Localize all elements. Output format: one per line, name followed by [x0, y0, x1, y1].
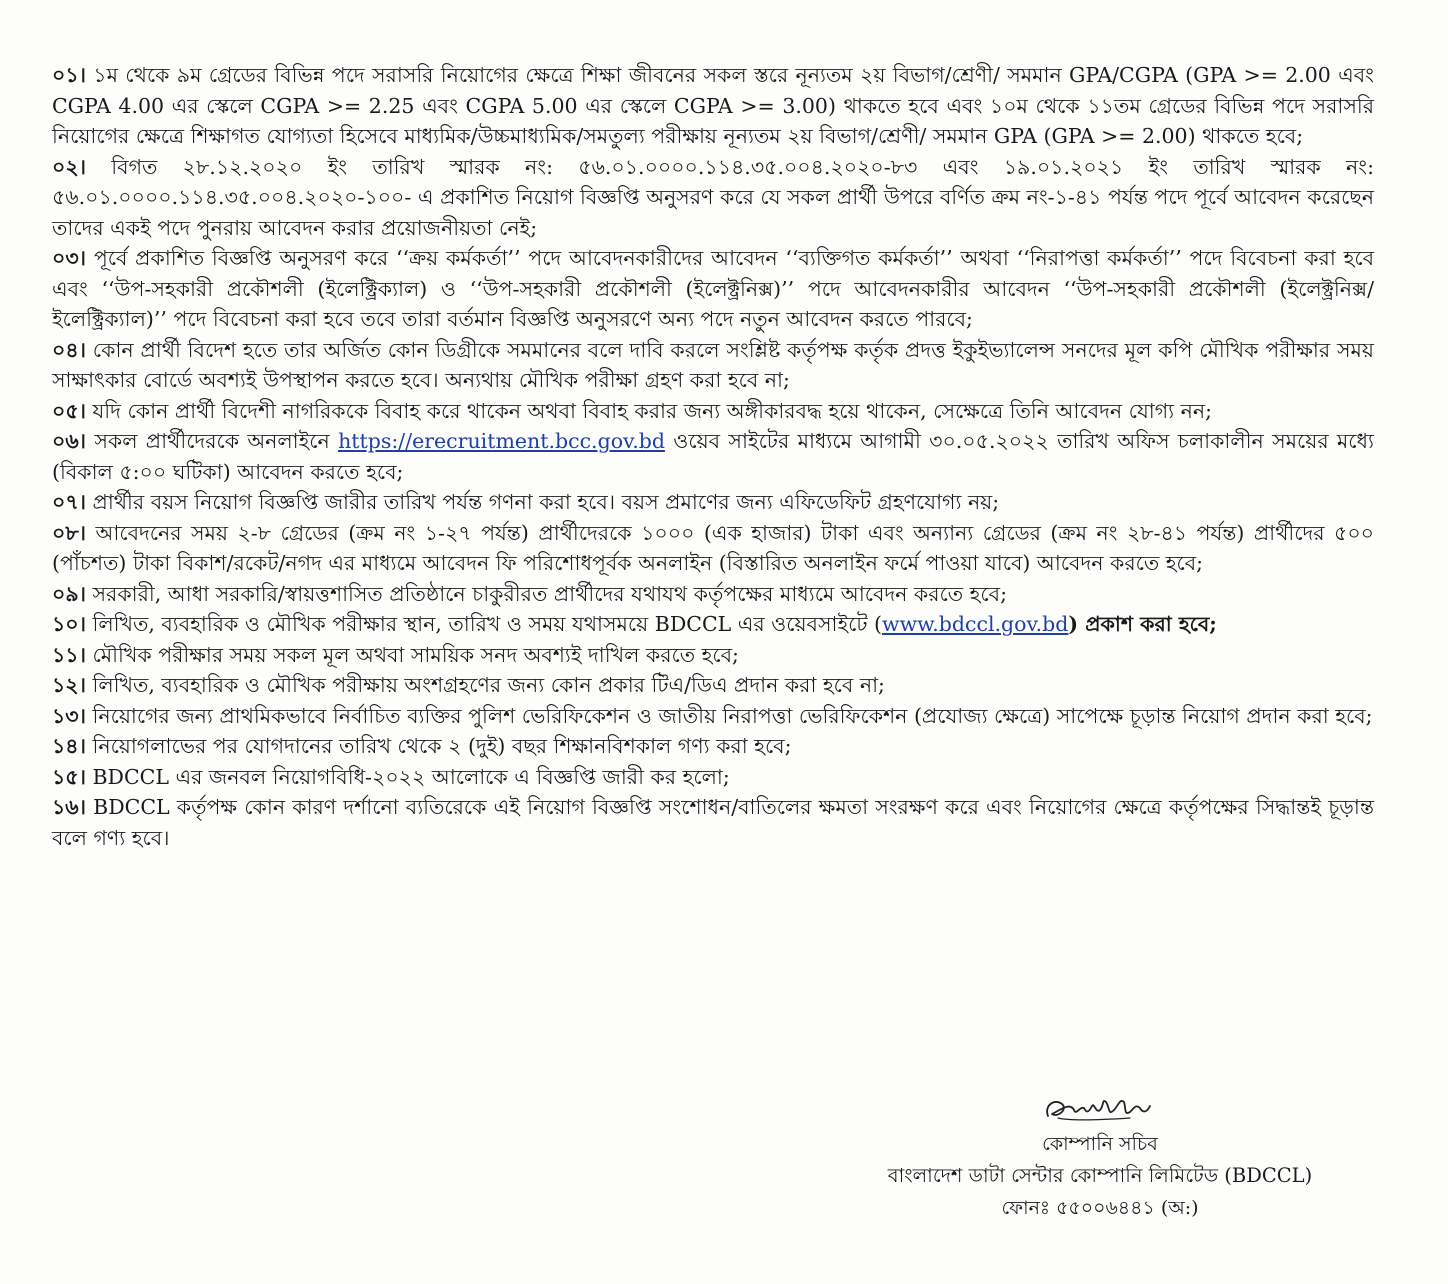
condition-number: ১৬।: [52, 795, 86, 819]
company-name: বাংলাদেশ ডাটা সেন্টার কোম্পানি লিমিটেড (BDCCL): [887, 1164, 1313, 1187]
condition-text: নিয়োগলাভের পর যোগদানের তারিখ থেকে ২ (দুই) বছর শিক্ষানবিশকাল গণ্য করা হবে;: [92, 734, 792, 758]
handwritten-signature: [1040, 1088, 1160, 1128]
condition-number: ১৪।: [52, 734, 86, 758]
condition-08: [52, 518, 1374, 579]
condition-number: ০৫।: [52, 398, 86, 423]
condition-text: BDCCL এর জনবল নিয়োগবিধি-২০২২ আলোকে এ বিজ্ঞপ্তি জারী কর হলো;: [92, 764, 730, 789]
condition-number: ১১।: [52, 642, 86, 667]
condition-text: যদি কোন প্রার্থী বিদেশী নাগরিককে বিবাহ করে থাকেন অথবা বিবাহ করার জন্য অঙ্গীকারবদ্ধ হয়ে থাকেন, সেক্ষেত্রে তিনি আবেদন যোগ্য নন;: [92, 398, 1212, 423]
condition-15: [52, 762, 1374, 793]
notice-conditions-list: [52, 60, 1374, 853]
signature-block: [850, 1088, 1350, 1224]
bdccl-website-link[interactable]: www.bdccl.gov.bd: [882, 612, 1069, 636]
condition-text-after: ) প্রকাশ করা হবে;: [1068, 612, 1217, 636]
condition-04: [52, 335, 1374, 396]
phone-number: ফোনঃ ৫৫০০৬৪৪১ (অ:): [1001, 1197, 1199, 1219]
condition-02: [52, 152, 1374, 244]
condition-number: ০৪।: [52, 337, 86, 362]
condition-16: [52, 792, 1374, 853]
condition-14: [52, 731, 1374, 762]
condition-number: ০৩।: [52, 246, 86, 270]
condition-number: ১৩।: [52, 703, 86, 728]
condition-number: ০১।: [52, 63, 86, 87]
condition-number: ০২।: [52, 154, 86, 179]
condition-text-after: ওয়েব সাইটের মাধ্যমে আগামী ৩০.০৫.২০২২ তারিখ অফিস চলাকালীন সময়ের মধ্যে (বিকাল ৫:০০ ঘটিকা) আবেদন করতে হবে;: [52, 429, 1374, 484]
condition-text: প্রার্থীর বয়স নিয়োগ বিজ্ঞপ্তি জারীর তারিখ পর্যন্ত গণনা করা হবে। বয়স প্রমাণের জন্য এফিডেফিট গ্রহণযোগ্য নয়;: [92, 490, 1000, 514]
condition-number: ০৮।: [52, 520, 86, 545]
condition-11: [52, 640, 1374, 671]
condition-10: [52, 609, 1374, 640]
erecruitment-link[interactable]: https://erecruitment.bcc.gov.bd: [338, 429, 665, 453]
condition-text: বিগত ২৮.১২.২০২০ ইং তারিখ স্মারক নং: ৫৬.০১.০০০০.১১৪.৩৫.০০৪.২০২০-৮৩ এবং ১৯.০১.২০২১ ইং তারিখ স্মারক নং: ৫৬.০১.০০০০.১১৪.৩৫.০০৪.২০২০-১০০- এ প্রকাশিত নিয়োগ বিজ্ঞপ্তি অনুসরণ করে যে সকল প্রার্থী উপরে বর্ণিত ক্রম নং-১-৪১ পর্যন্ত পদে পূর্বে আবেদন করেছেন তাদের একই পদে পুনরায় আবেদন করার প্রয়োজনীয়তা নেই;: [52, 154, 1374, 240]
condition-text-before: লিখিত, ব্যবহারিক ও মৌখিক পরীক্ষার স্থান, তারিখ ও সময় যথাসময়ে BDCCL এর ওয়েবসাইটে (: [92, 612, 883, 636]
condition-text: মৌখিক পরীক্ষার সময় সকল মূল অথবা সাময়িক সনদ অবশ্যই দাখিল করতে হবে;: [92, 642, 739, 667]
condition-number: ০৭।: [52, 490, 86, 514]
condition-number: ০৯।: [52, 581, 86, 606]
condition-09: [52, 579, 1374, 610]
condition-text: লিখিত, ব্যবহারিক ও মৌখিক পরীক্ষায় অংশগ্রহণের জন্য কোন প্রকার টিএ/ডিএ প্রদান করা হবে না;: [92, 673, 885, 697]
condition-text: সরকারী, আধা সরকারি/স্বায়ত্তশাসিত প্রতিষ্ঠানে চাকুরীরত প্রার্থীদের যথাযথ কর্তৃপক্ষের মাধ্যমে আবেদন করতে হবে;: [92, 581, 1007, 606]
condition-text: পূর্বে প্রকাশিত বিজ্ঞপ্তি অনুসরণ করে ‘‘ক্রয় কর্মকর্তা’’ পদে আবেদনকারীদের আবেদন ‘‘ব্যক্তিগত কর্মকর্তা’’ অথবা ‘‘নিরাপত্তা কর্মকর্তা’’ পদে বিবেচনা করা হবে এবং ‘‘উপ-সহকারী প্রকৌশলী (ইলেক্ট্রিক্যাল) ও ‘‘উপ-সহকারী প্রকৌশলী (ইলেক্ট্রনিক্স)’’ পদে আবেদনকারীর আবেদন ‘‘উপ-সহকারী প্রকৌশলী (ইলেক্ট্রনিক্স/ইলেক্ট্রিক্যাল)’’ পদে বিবেচনা করা হবে তবে তারা বর্তমান বিজ্ঞপ্তি অনুসরণে অন্য পদে নতুন আবেদন করতে পারবে;: [52, 246, 1374, 331]
condition-05: [52, 396, 1374, 427]
condition-text: ১ম থেকে ৯ম গ্রেডের বিভিন্ন পদে সরাসরি নিয়োগের ক্ষেত্রে শিক্ষা জীবনের সকল স্তরে নূন্যতম ২য় বিভাগ/শ্রেণী/ সমমান GPA/CGPA (GPA >= 2.00 এবং CGPA 4.00 এর স্কেলে CGPA >= 2.25 এবং CGPA 5.00 এর স্কেলে CGPA >= 3.00) থাকতে হবে এবং ১০ম থেকে ১১তম গ্রেডের বিভিন্ন পদে সরাসরি নিয়োগের ক্ষেত্রে শিক্ষাগত যোগ্যতা হিসেবে মাধ্যমিক/উচ্চমাধ্যমিক/সমতুল্য পরীক্ষায় নূন্যতম ২য় বিভাগ/শ্রেণী/ সমমান GPA (GPA >= 2.00) থাকতে হবে;: [52, 63, 1375, 148]
condition-number: ১০।: [52, 612, 86, 636]
signatory-title: কোম্পানি সচিব: [1042, 1133, 1158, 1155]
condition-text: BDCCL কর্তৃপক্ষ কোন কারণ দর্শানো ব্যতিরেকে এই নিয়োগ বিজ্ঞপ্তি সংশোধন/বাতিলের ক্ষমতা সংরক্ষণ করে এবং নিয়োগের ক্ষেত্রে কর্তৃপক্ষের সিদ্ধান্তই চূড়ান্ত বলে গণ্য হবে।: [52, 795, 1374, 850]
condition-text: নিয়োগের জন্য প্রাথমিকভাবে নির্বাচিত ব্যক্তির পুলিশ ভেরিফিকেশন ও জাতীয় নিরাপত্তা ভেরিফিকেশন (প্রযোজ্য ক্ষেত্রে) সাপেক্ষে চূড়ান্ত নিয়োগ প্রদান করা হবে;: [92, 703, 1373, 728]
condition-number: ০৬।: [52, 429, 86, 453]
condition-text-before: সকল প্রার্থীদেরকে অনলাইনে: [94, 429, 330, 453]
condition-07: [52, 487, 1374, 518]
condition-01: [52, 60, 1374, 152]
condition-06: [52, 426, 1374, 487]
condition-13: [52, 701, 1374, 732]
condition-03: [52, 243, 1374, 335]
condition-number: ১৫।: [52, 764, 86, 789]
condition-number: ১২।: [52, 673, 86, 697]
condition-text: কোন প্রার্থী বিদেশ হতে তার অর্জিত কোন ডিগ্রীকে সমমানের বলে দাবি করলে সংশ্লিষ্ট কর্তৃপক্ষ কর্তৃক প্রদত্ত ইকুইভ্যালেন্স সনদের মূল কপি মৌখিক পরীক্ষার সময় সাক্ষাৎকার বোর্ডে অবশ্যই উপস্থাপন করতে হবে। অন্যথায় মৌখিক পরীক্ষা গ্রহণ করা হবে না;: [52, 337, 1374, 392]
condition-12: [52, 670, 1374, 701]
condition-text: আবেদনের সময় ২-৮ গ্রেডের (ক্রম নং ১-২৭ পর্যন্ত) প্রার্থীদেরকে ১০০০ (এক হাজার) টাকা এবং অন্যান্য গ্রেডের (ক্রম নং ২৮-৪১ পর্যন্ত) প্রার্থীদের ৫০০ (পাঁচশত) টাকা বিকাশ/রকেট/নগদ এর মাধ্যমে আবেদন ফি পরিশোধপূর্বক অনলাইন (বিস্তারিত অনলাইন ফর্মে পাওয়া যাবে) আবেদন করতে হবে;: [52, 520, 1374, 575]
